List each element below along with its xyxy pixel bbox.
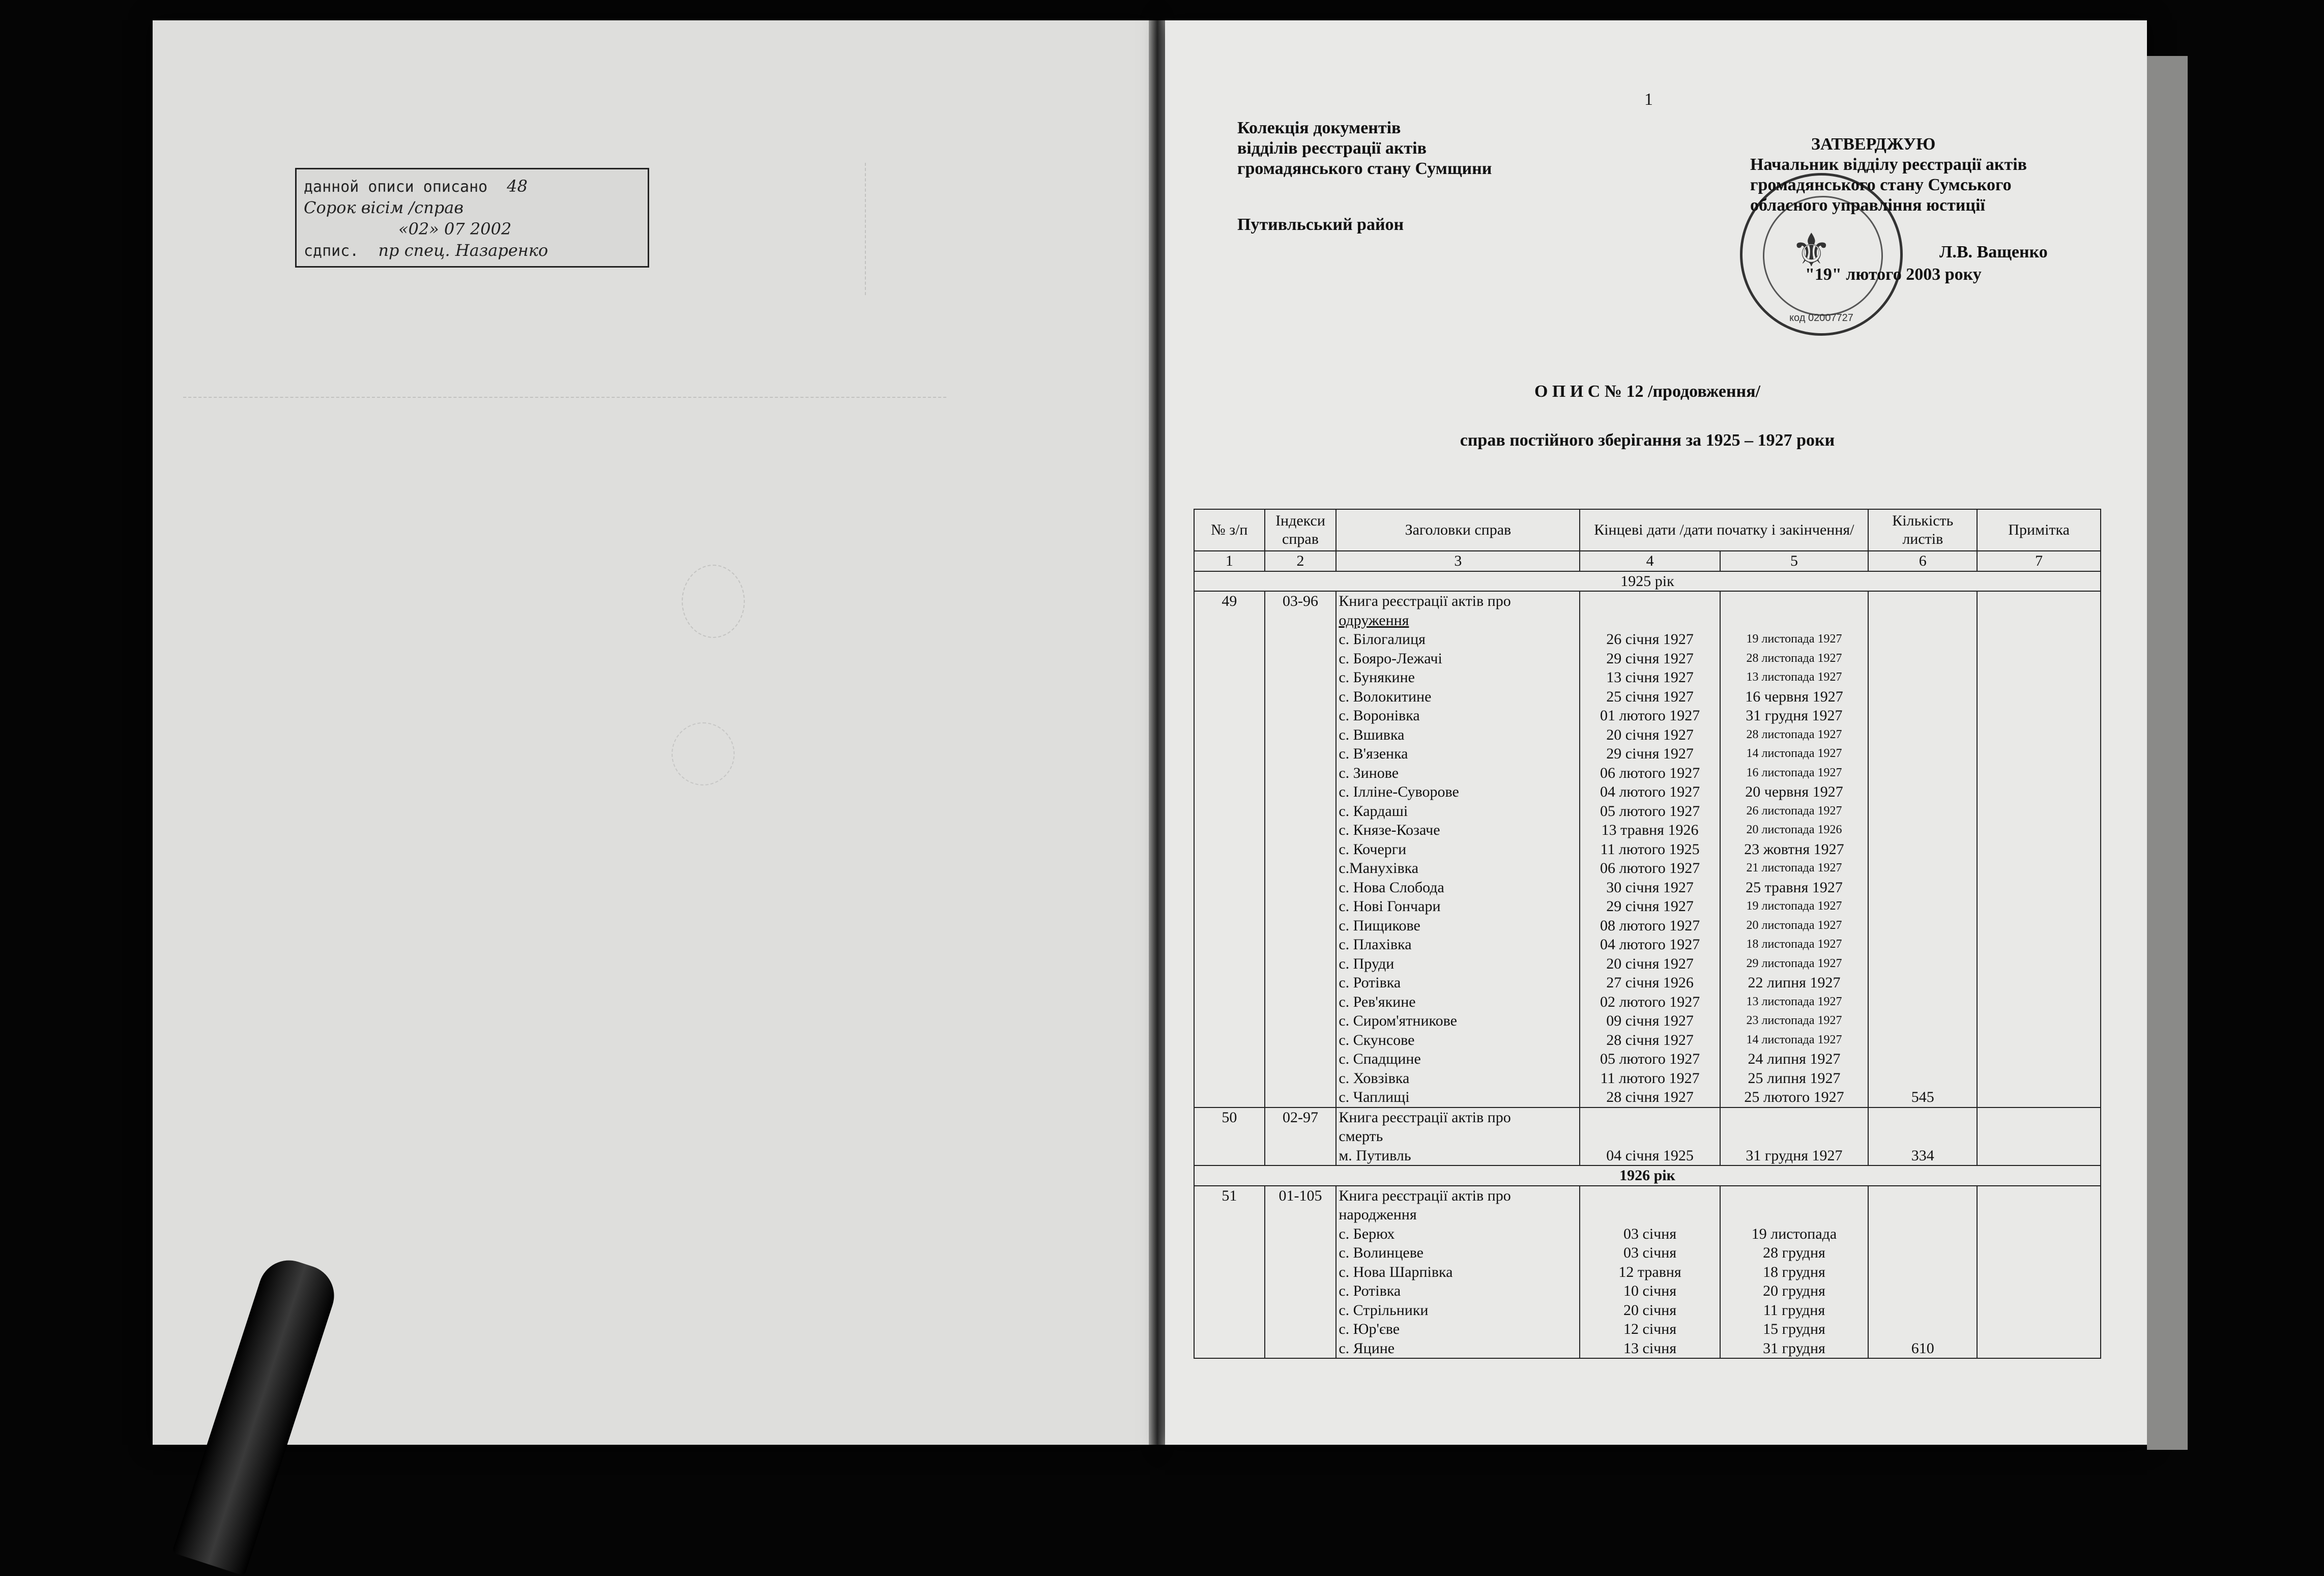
stamp-printed-text: данной описи опиcано xyxy=(304,178,488,196)
village-name: с. Зинове xyxy=(1339,764,1399,781)
archive-stamp xyxy=(295,168,649,268)
end-date: 23 жовтня 1927 xyxy=(1744,840,1844,858)
village-list xyxy=(1339,630,1577,1107)
collection-line-3: громадянського стану Сумщини xyxy=(1237,159,1492,178)
row-number: 49 xyxy=(1194,591,1265,1107)
column-number: 1 xyxy=(1194,551,1265,571)
end-date: 22 липня 1927 xyxy=(1748,974,1841,991)
start-date: 04 січня 1925 xyxy=(1580,1107,1720,1166)
start-date: 03 січня xyxy=(1623,1225,1677,1242)
year-row xyxy=(1194,571,2101,592)
village-name: с. Яцине xyxy=(1339,1339,1395,1357)
start-date: 03 січня xyxy=(1623,1244,1677,1261)
row-title-cell xyxy=(1336,1186,1580,1359)
table-header-row xyxy=(1194,509,2101,551)
trident-emblem-icon: ⚜ xyxy=(1791,226,1832,276)
row-place: м. Путивль xyxy=(1339,1147,1411,1164)
stamp-handwritten-count: 48 xyxy=(507,177,528,196)
village-name: с. Стрільники xyxy=(1339,1301,1429,1319)
start-date: 13 січня xyxy=(1623,1339,1677,1357)
village-name: с. Воронівка xyxy=(1339,707,1420,724)
end-date: 24 липня 1927 xyxy=(1748,1050,1841,1067)
village-name: с. Бояро-Лежачі xyxy=(1339,650,1442,667)
header-index: Індекси справ xyxy=(1265,509,1337,551)
start-date: 26 січня 1927 xyxy=(1606,631,1694,648)
row-index: 02-97 xyxy=(1265,1107,1337,1166)
end-date: 23 листопада 1927 xyxy=(1746,1014,1842,1027)
end-date: 31 грудня 1927 xyxy=(1746,707,1843,724)
row-title: Книга реєстрації актів про xyxy=(1339,593,1511,609)
end-date: 19 листопада xyxy=(1751,1225,1837,1242)
end-date: 25 травня 1927 xyxy=(1746,879,1843,896)
collection-line-2: відділів реєстрації актів xyxy=(1237,139,1427,158)
village-name: с. Берюх xyxy=(1339,1225,1395,1242)
row-subtitle: одруження xyxy=(1339,611,1409,629)
village-name: с. Нова Шарпівка xyxy=(1339,1263,1453,1280)
end-date: 20 грудня xyxy=(1763,1282,1825,1299)
row-subtitle: народження xyxy=(1339,1206,1417,1223)
start-date: 09 січня 1927 xyxy=(1606,1012,1694,1029)
end-date-list xyxy=(1723,1186,1866,1358)
village-name: с. Пищикове xyxy=(1339,917,1420,934)
end-date: 20 червня 1927 xyxy=(1745,783,1843,800)
start-date: 11 лютого 1925 xyxy=(1600,840,1700,858)
sheet-count: 545 xyxy=(1868,591,1977,1107)
start-date: 20 січня 1927 xyxy=(1606,955,1694,972)
start-date: 29 січня 1927 xyxy=(1606,898,1694,915)
note-cell xyxy=(1977,591,2101,1107)
start-date: 12 травня xyxy=(1618,1263,1681,1280)
village-name: с. Нові Гончари xyxy=(1339,898,1441,915)
seal-code: код 02007727 xyxy=(1789,312,1853,324)
approve-date: "19" лютого 2003 року xyxy=(1805,265,1982,284)
row-index: 03-96 xyxy=(1265,591,1337,1107)
book-gutter xyxy=(1149,20,1166,1445)
end-date: 18 листопада 1927 xyxy=(1746,938,1842,951)
village-name: с. Волокитине xyxy=(1339,688,1432,705)
end-date: 16 листопада 1927 xyxy=(1746,766,1842,779)
year-label: 1925 рік xyxy=(1194,571,2101,592)
document-title: О П И С № 12 /продовження/ xyxy=(1534,382,1761,401)
start-date: 06 лютого 1927 xyxy=(1600,860,1700,877)
header-number: № з/п xyxy=(1194,509,1265,551)
start-dates-cell xyxy=(1580,1186,1720,1359)
row-title: Книга реєстрації актів про xyxy=(1339,1187,1511,1204)
village-name: с. Кочерги xyxy=(1339,840,1407,858)
village-list xyxy=(1339,1224,1577,1358)
year-label: 1926 рік xyxy=(1194,1165,2101,1186)
start-date: 04 лютого 1927 xyxy=(1600,783,1700,800)
table-row xyxy=(1194,591,2101,1107)
header-title: Заголовки справ xyxy=(1336,509,1580,551)
end-dates-cell xyxy=(1720,591,1869,1107)
document-subtitle: справ постійного зберігання за 1925 – 1927 роки xyxy=(1460,431,1835,450)
village-name: с. Рев'якине xyxy=(1339,993,1416,1010)
end-date: 19 листопада 1927 xyxy=(1746,899,1842,913)
column-number: 7 xyxy=(1977,551,2101,571)
village-name: с. Юр'єве xyxy=(1339,1321,1400,1337)
end-date-list xyxy=(1723,592,1866,1107)
end-date: 28 грудня xyxy=(1763,1244,1825,1261)
show-through-text xyxy=(865,163,1059,295)
show-through-signature xyxy=(672,722,735,785)
start-date: 28 січня 1927 xyxy=(1606,1089,1694,1105)
village-name: с. Кардаші xyxy=(1339,802,1408,820)
end-date: 28 листопада 1927 xyxy=(1746,651,1842,665)
village-name: с.Манухівка xyxy=(1339,860,1419,877)
approve-name: Л.В. Ващенко xyxy=(1939,243,2048,261)
row-title-cell xyxy=(1336,1107,1580,1166)
start-date: 20 січня xyxy=(1623,1301,1677,1319)
village-name: с. Плахівка xyxy=(1339,936,1412,953)
row-title-cell xyxy=(1336,591,1580,1107)
end-date: 29 листопада 1927 xyxy=(1746,956,1842,970)
show-through-line xyxy=(183,397,946,402)
sheet-count: 334 xyxy=(1868,1107,1977,1166)
approve-line-3: обласного управління юстиції xyxy=(1750,196,1985,215)
end-date: 15 грудня xyxy=(1763,1321,1825,1337)
stamp-signature-label: сдпис. xyxy=(304,242,359,260)
village-name: с. Волинцеве xyxy=(1339,1244,1424,1261)
village-name: с. Сиром'ятникове xyxy=(1339,1012,1457,1029)
start-date-list xyxy=(1582,1186,1717,1358)
start-date-list xyxy=(1582,592,1717,1107)
start-date: 08 лютого 1927 xyxy=(1600,917,1700,934)
header-dates: Кінцеві дати /дати початку і закінчення/ xyxy=(1580,509,1868,551)
village-name: с. Білогалиця xyxy=(1339,631,1426,648)
village-name: с. Князе-Козаче xyxy=(1339,822,1440,838)
stamp-signature: пр спец. Назаренко xyxy=(378,241,548,260)
row-number: 50 xyxy=(1194,1107,1265,1166)
start-date: 01 лютого 1927 xyxy=(1600,707,1700,724)
approve-title: ЗАТВЕРДЖУЮ xyxy=(1811,135,1936,154)
inventory-table xyxy=(1194,509,2101,1359)
start-date: 06 лютого 1927 xyxy=(1600,764,1700,781)
village-name: с. Ховзівка xyxy=(1339,1069,1410,1087)
village-name: с. Чаплищі xyxy=(1339,1089,1410,1105)
start-date: 10 січня xyxy=(1623,1282,1677,1299)
column-number: 5 xyxy=(1720,551,1869,571)
end-date: 14 листопада 1927 xyxy=(1746,1033,1842,1046)
start-dates-cell xyxy=(1580,591,1720,1107)
table-row xyxy=(1194,1107,2101,1166)
start-date: 05 лютого 1927 xyxy=(1600,1050,1700,1067)
column-number: 6 xyxy=(1868,551,1977,571)
village-name: с. Пруди xyxy=(1339,955,1395,972)
start-date: 29 січня 1927 xyxy=(1606,650,1694,667)
note-cell xyxy=(1977,1107,2101,1166)
start-date: 05 лютого 1927 xyxy=(1600,802,1700,820)
village-name: с. Ротівка xyxy=(1339,1282,1401,1299)
start-date: 27 січня 1926 xyxy=(1606,974,1694,991)
start-date: 11 лютого 1927 xyxy=(1600,1069,1700,1087)
end-date: 21 листопада 1927 xyxy=(1746,861,1842,874)
village-name: с. Вшивка xyxy=(1339,726,1405,743)
end-date: 11 грудня xyxy=(1763,1301,1825,1319)
approve-line-2: громадянського стану Сумського xyxy=(1750,176,2012,194)
start-date: 13 січня 1927 xyxy=(1606,669,1694,686)
end-date: 19 листопада 1927 xyxy=(1746,632,1842,646)
column-number: 4 xyxy=(1580,551,1720,571)
note-cell xyxy=(1977,1186,2101,1359)
column-number: 3 xyxy=(1336,551,1580,571)
start-date: 30 січня 1927 xyxy=(1606,879,1694,896)
district-name: Путивльський район xyxy=(1237,215,1404,234)
row-number: 51 xyxy=(1194,1186,1265,1359)
column-number-row xyxy=(1194,551,2101,571)
left-page xyxy=(153,20,1150,1445)
stamp-handwritten-date: «02» 07 2002 xyxy=(398,219,512,239)
village-name: с. В'язенка xyxy=(1339,745,1408,762)
column-number: 2 xyxy=(1265,551,1337,571)
page-edge xyxy=(2147,56,2188,1450)
village-name: с. Нова Слобода xyxy=(1339,879,1444,896)
row-index: 01-105 xyxy=(1265,1186,1337,1359)
end-date: 25 лютого 1927 xyxy=(1744,1089,1844,1105)
end-date: 20 листопада 1926 xyxy=(1746,823,1842,836)
year-row xyxy=(1194,1165,2101,1186)
end-date: 31 грудня xyxy=(1763,1339,1825,1357)
end-dates-cell xyxy=(1720,1186,1869,1359)
village-name: с. Бунякине xyxy=(1339,669,1415,686)
table-row xyxy=(1194,1186,2101,1359)
row-title: Книга реєстрації актів про xyxy=(1339,1108,1511,1126)
show-through-signature xyxy=(682,565,745,638)
header-sheets: Кількість листів xyxy=(1868,509,1977,551)
start-date: 04 лютого 1927 xyxy=(1600,936,1700,953)
page-number: 1 xyxy=(1644,90,1653,109)
end-date: 31 грудня 1927 xyxy=(1720,1107,1869,1166)
start-date: 02 лютого 1927 xyxy=(1600,993,1700,1010)
village-name: с. Ротівка xyxy=(1339,974,1401,991)
stamp-handwritten-words: Сорок вісім /справ xyxy=(304,198,463,217)
approve-line-1: Начальник відділу реєстрації актів xyxy=(1750,155,2027,174)
start-date: 25 січня 1927 xyxy=(1606,688,1694,705)
end-date: 28 листопада 1927 xyxy=(1746,727,1842,741)
village-name: с. Ілліне-Суворове xyxy=(1339,783,1459,800)
end-date: 13 листопада 1927 xyxy=(1746,670,1842,684)
end-date: 14 листопада 1927 xyxy=(1746,747,1842,760)
start-date: 28 січня 1927 xyxy=(1606,1031,1694,1048)
end-date: 25 липня 1927 xyxy=(1748,1069,1841,1087)
village-name: с. Спадщине xyxy=(1339,1050,1421,1067)
header-note: Примітка xyxy=(1977,509,2101,551)
start-date: 12 січня xyxy=(1623,1321,1677,1337)
start-date: 13 травня 1926 xyxy=(1601,822,1699,838)
end-date: 20 листопада 1927 xyxy=(1746,918,1842,932)
village-name: с. Скунсове xyxy=(1339,1031,1415,1048)
end-date: 26 листопада 1927 xyxy=(1746,804,1842,818)
end-date: 18 грудня xyxy=(1763,1263,1825,1280)
row-subtitle: смерть xyxy=(1339,1128,1383,1145)
sheet-count: 610 xyxy=(1868,1186,1977,1359)
collection-line-1: Колекція документів xyxy=(1237,119,1401,137)
start-date: 29 січня 1927 xyxy=(1606,745,1694,762)
end-date: 13 листопада 1927 xyxy=(1746,995,1842,1008)
end-date: 16 червня 1927 xyxy=(1745,688,1843,705)
start-date: 20 січня 1927 xyxy=(1606,726,1694,743)
